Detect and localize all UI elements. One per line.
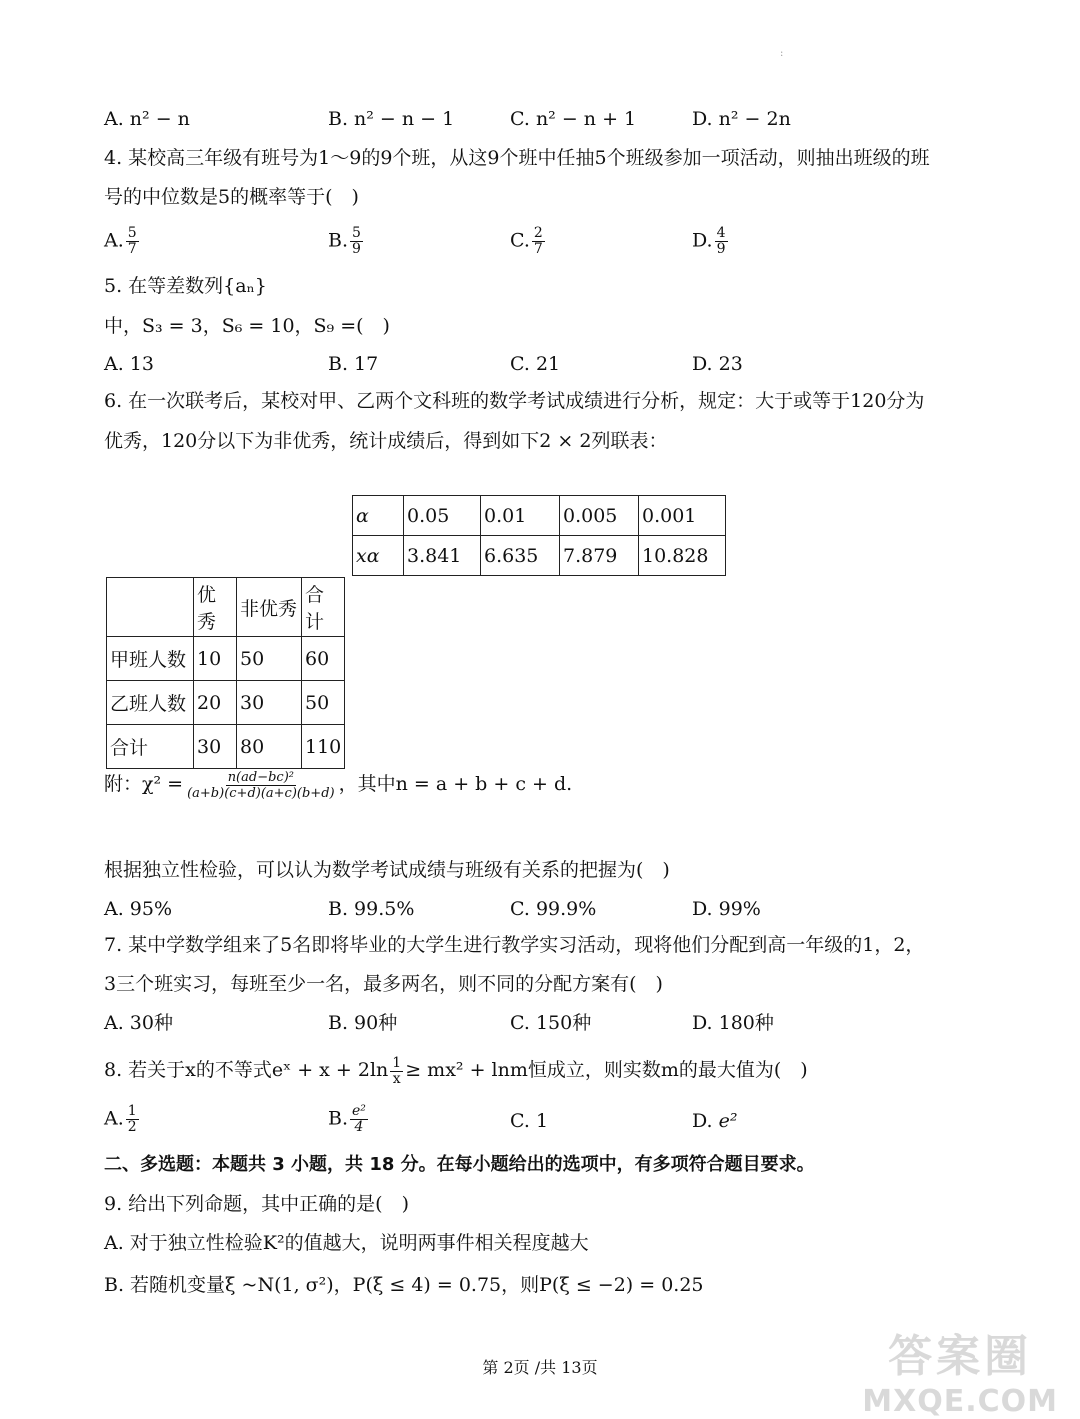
q7-line2: 3三个班实习，每班至少一名，最多两名，则不同的分配方案有( ) bbox=[104, 973, 663, 995]
q8-option-a: A. $\frac{1}{2}$ bbox=[104, 1103, 137, 1135]
corner-mark: : bbox=[780, 48, 784, 59]
q3-option-b: B. n² − n − 1 bbox=[328, 108, 455, 130]
table-cell: 30 bbox=[194, 725, 237, 769]
q7-option-a: A. 30种 bbox=[104, 1012, 173, 1034]
watermark-logo bbox=[862, 1320, 1058, 1419]
q4-option-d: D. $\frac{4}{9}$ bbox=[692, 225, 726, 257]
table-cell: 30 bbox=[237, 681, 302, 725]
table-row-label: 甲班人数 bbox=[107, 637, 194, 681]
q5-option-b: B. 17 bbox=[328, 353, 379, 375]
table-cell: 50 bbox=[237, 637, 302, 681]
table-cell: 110 bbox=[302, 725, 345, 769]
q5-option-c: C. 21 bbox=[510, 353, 561, 375]
q5-line2: 中，S₃ = 3，S₆ = 10，S₉ =( ) bbox=[104, 315, 390, 337]
chi-square-formula: 附：χ² = $\frac{\text{n(ad−bc)²}}{(a+b)(c+d)(a+c)(b+d)}$ ，其中n = a + b + c + d. bbox=[104, 769, 573, 801]
watermark-text-bottom: MXQE.COM bbox=[862, 1384, 1058, 1419]
q4-option-b: B. $\frac{5}{9}$ bbox=[328, 225, 361, 257]
q9-option-a: A. 对于独立性检验K²的值越大，说明两事件相关程度越大 bbox=[104, 1232, 589, 1254]
x-alpha-cell: 10.828 bbox=[639, 536, 726, 576]
q7-option-c: C. 150种 bbox=[510, 1012, 592, 1034]
q6-line2: 优秀，120分以下为非优秀，统计成绩后，得到如下2 × 2列联表： bbox=[104, 430, 668, 452]
table-header-cell: 非优秀 bbox=[237, 578, 302, 637]
q6-option-d: D. 99% bbox=[692, 898, 761, 920]
alpha-cell: 0.05 bbox=[404, 496, 481, 536]
q5-option-d: D. 23 bbox=[692, 353, 743, 375]
alpha-cell: 0.01 bbox=[481, 496, 560, 536]
q3-option-a: A. n² − n bbox=[104, 108, 190, 130]
x-alpha-cell: 6.635 bbox=[481, 536, 560, 576]
alpha-cell: 0.001 bbox=[639, 496, 726, 536]
q5-option-a: A. 13 bbox=[104, 353, 154, 375]
q4-line1: 4. 某校高三年级有班号为1～9的9个班，从这9个班中任抽5个班级参加一项活动，则抽出班级的班 bbox=[104, 147, 930, 169]
watermark-text-top: 答案圈 bbox=[888, 1331, 1033, 1382]
q9-stem: 9. 给出下列命题，其中正确的是( ) bbox=[104, 1193, 409, 1215]
contingency-table bbox=[106, 577, 345, 769]
x-alpha-header: xα bbox=[353, 536, 404, 576]
q8-option-b: B. $\frac{\text{e²}}{4}$ bbox=[328, 1103, 366, 1135]
q4-line2: 号的中位数是5的概率等于( ) bbox=[104, 186, 359, 208]
q7-option-b: B. 90种 bbox=[328, 1012, 398, 1034]
q8-option-c: C. 1 bbox=[510, 1110, 549, 1132]
table-row-label: 合计 bbox=[107, 725, 194, 769]
q6-option-a: A. 95% bbox=[104, 898, 173, 920]
table-row-label: 乙班人数 bbox=[107, 681, 194, 725]
q5-line1: 5. 在等差数列{aₙ} bbox=[104, 275, 267, 297]
table-header-cell: 合计 bbox=[302, 578, 345, 637]
page-footer: 第 2页 /共 13页 bbox=[482, 1358, 598, 1377]
table-cell: 20 bbox=[194, 681, 237, 725]
q8-option-d: D. e² bbox=[692, 1110, 738, 1132]
x-alpha-cell: 3.841 bbox=[404, 536, 481, 576]
table-cell: 60 bbox=[302, 637, 345, 681]
q6-question: 根据独立性检验，可以认为数学考试成绩与班级有关系的把握为( ) bbox=[104, 859, 670, 881]
table-cell: 80 bbox=[237, 725, 302, 769]
table-cell: 10 bbox=[194, 637, 237, 681]
q4-option-c: C. $\frac{2}{7}$ bbox=[510, 225, 543, 257]
table-header-cell: 优秀 bbox=[194, 578, 237, 637]
q6-option-c: C. 99.9% bbox=[510, 898, 597, 920]
q3-option-d: D. n² − 2n bbox=[692, 108, 791, 130]
alpha-critical-table bbox=[352, 495, 726, 576]
q3-option-c: C. n² − n + 1 bbox=[510, 108, 637, 130]
alpha-header: α bbox=[353, 496, 404, 536]
table-cell: 50 bbox=[302, 681, 345, 725]
q7-option-d: D. 180种 bbox=[692, 1012, 774, 1034]
x-alpha-cell: 7.879 bbox=[560, 536, 639, 576]
q6-line1: 6. 在一次联考后，某校对甲、乙两个文科班的数学考试成绩进行分析，规定：大于或等于120分为 bbox=[104, 390, 925, 412]
q8-stem: 8. 若关于x的不等式eˣ + x + 2ln $\frac{1}{x}$ ≥ mx² + lnm恒成立，则实数m的最大值为( ) bbox=[104, 1054, 808, 1087]
table-header-cell bbox=[107, 578, 194, 637]
q4-option-a: A. $\frac{5}{7}$ bbox=[104, 225, 137, 257]
q6-option-b: B. 99.5% bbox=[328, 898, 415, 920]
q7-line1: 7. 某中学数学组来了5名即将毕业的大学生进行教学实习活动，现将他们分配到高一年级的1，2， bbox=[104, 934, 925, 956]
q9-option-b: B. 若随机变量ξ ~N(1, σ²)，P(ξ ≤ 4) = 0.75，则P(ξ ≤ −2) = 0.25 bbox=[104, 1274, 704, 1296]
section-heading: 二、多选题：本题共 3 小题，共 18 分。在每小题给出的选项中，有多项符合题目要求。 bbox=[104, 1154, 815, 1175]
alpha-cell: 0.005 bbox=[560, 496, 639, 536]
